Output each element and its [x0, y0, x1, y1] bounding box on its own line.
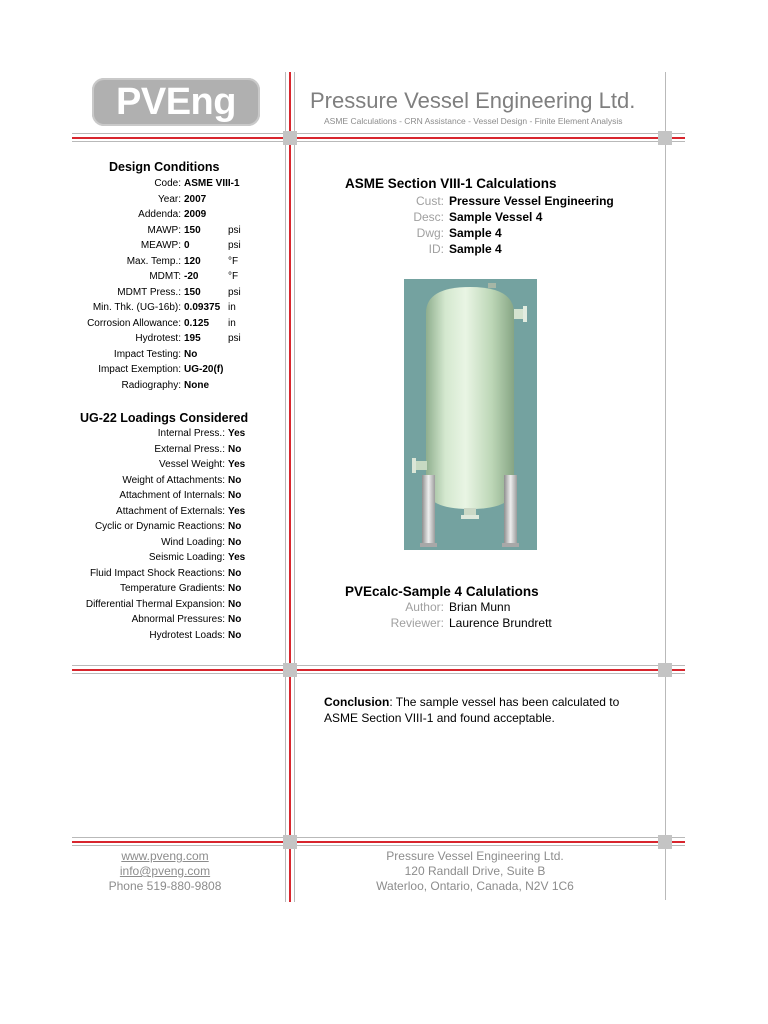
loading-label: Attachment of Internals: [119, 490, 225, 501]
loading-label: Seismic Loading: [148, 552, 225, 563]
meta-label: ID: [428, 242, 444, 256]
design-condition-unit: psi [228, 286, 241, 298]
right-edge-rule [665, 72, 666, 900]
design-condition-value: 195 [184, 333, 201, 344]
design-condition-label: Addenda: [138, 209, 181, 220]
loading-value: No [228, 629, 242, 641]
loading-value: No [228, 536, 242, 548]
footer-address-line2: Waterloo, Ontario, Canada, N2V 1C6 [376, 879, 574, 893]
loading-value: No [228, 521, 242, 532]
design-condition-row [0, 380, 285, 395]
design-condition-value: 150 [184, 286, 201, 298]
meta-label: Dwg: [416, 226, 444, 240]
meta-label: Desc: [413, 210, 444, 224]
pveng-logo [92, 78, 260, 126]
design-condition-row [0, 271, 285, 286]
design-condition-value: No [184, 348, 198, 360]
conclusion-text: : The sample vessel has been calculated to ASME Section VIII-1 and found acceptable. [324, 695, 620, 725]
company-name: Pressure Vessel Engineering Ltd. [310, 88, 636, 113]
mid-rule-gray-2 [72, 673, 685, 674]
loading-value: No [228, 490, 242, 501]
design-condition-unit: psi [228, 224, 241, 236]
mid-rule-red [72, 669, 685, 671]
design-condition-unit: in [228, 302, 236, 313]
grid-node [283, 835, 297, 849]
design-condition-label: Year: [158, 193, 181, 205]
grid-node [658, 131, 672, 145]
top-rule-gray-2 [72, 141, 685, 142]
design-condition-row [0, 349, 285, 364]
loading-label: Vessel Weight: [159, 459, 225, 470]
loading-row [0, 428, 285, 443]
loading-row [0, 475, 285, 490]
loading-value: Yes [228, 505, 246, 517]
reviewer-label: Reviewer: [390, 616, 444, 630]
design-condition-value: 120 [184, 255, 201, 267]
footer-address-line1: 120 Randall Drive, Suite B [404, 864, 546, 878]
loading-row [0, 552, 285, 567]
loading-row [0, 444, 285, 459]
design-condition-value: 2009 [184, 209, 207, 220]
footer-company: Pressure Vessel Engineering Ltd. [386, 849, 564, 863]
design-condition-value: None [184, 379, 209, 391]
design-condition-value: 150 [184, 224, 201, 236]
design-condition-label: Radiography: [121, 379, 181, 391]
loading-row [0, 537, 285, 552]
design-conditions-title: Design Conditions [109, 160, 220, 174]
design-condition-unit: °F [228, 271, 239, 282]
design-condition-value: 0.09375 [184, 302, 221, 313]
bottom-rule-red [72, 841, 685, 843]
loading-label: Cyclic or Dynamic Reactions: [94, 521, 225, 532]
company-tagline: ASME Calculations - CRN Assistance - Vessel Design - Finite Element Analysis [324, 116, 623, 126]
design-condition-label: Corrosion Allowance: [87, 317, 181, 329]
phone-text: Phone 519-880-9808 [108, 879, 222, 893]
loading-row [0, 506, 285, 521]
meta-value: Sample 4 [449, 226, 502, 240]
loading-value: No [228, 598, 242, 610]
design-condition-row [0, 333, 285, 348]
loading-row [0, 521, 285, 536]
design-condition-value: 0.125 [184, 317, 210, 329]
grid-node [658, 835, 672, 849]
loading-value: No [228, 443, 242, 455]
logo-text: PVEng [116, 81, 236, 123]
author-value: Brian Munn [449, 600, 511, 614]
design-condition-unit: in [228, 317, 236, 329]
design-condition-row [0, 364, 285, 379]
design-condition-label: Min. Thk. (UG-16b): [92, 302, 181, 313]
footer-address [350, 849, 600, 894]
design-condition-unit: psi [228, 333, 241, 344]
design-condition-row [0, 287, 285, 302]
design-condition-value: 2007 [184, 193, 207, 205]
design-condition-value: -20 [184, 271, 199, 282]
loading-label: External Press.: [154, 443, 225, 455]
footer-contact [98, 849, 232, 894]
email-link[interactable]: info@pveng.com [119, 864, 211, 878]
loading-label: Weight of Attachments: [122, 474, 225, 486]
meta-row [0, 210, 640, 226]
design-condition-unit: psi [228, 240, 241, 251]
design-condition-row [0, 302, 285, 317]
loading-label: Internal Press.: [157, 428, 225, 439]
top-rule-red [72, 137, 685, 139]
loading-value: No [228, 583, 242, 594]
grid-node [283, 663, 297, 677]
author-row [0, 600, 640, 616]
grid-node [658, 663, 672, 677]
design-condition-label: Impact Exemption: [98, 364, 181, 375]
report-title: PVEcalc-Sample 4 Calulations [345, 584, 539, 599]
conclusion-label: Conclusion [324, 695, 390, 709]
design-condition-label: Code: [154, 178, 181, 189]
loading-value: Yes [228, 459, 246, 470]
design-condition-row [0, 178, 285, 193]
loading-row [0, 568, 285, 583]
loadings-title: UG-22 Loadings Considered [80, 411, 249, 425]
loading-label: Temperature Gradients: [119, 583, 225, 594]
design-condition-value: ASME VIII-1 [184, 178, 240, 189]
loading-label: Hydrotest Loads: [149, 629, 225, 641]
design-condition-value: 0 [184, 240, 190, 251]
design-condition-label: MEAWP: [140, 240, 181, 251]
loading-value: Yes [228, 428, 246, 439]
loading-row [0, 490, 285, 505]
bottom-rule-gray-2 [72, 845, 685, 846]
bottom-rule-gray [72, 837, 685, 838]
loading-label: Abnormal Pressures: [131, 614, 225, 625]
loading-value: No [228, 567, 242, 579]
reviewer-row [0, 616, 640, 632]
loading-label: Wind Loading: [161, 536, 225, 548]
author-label: Author: [405, 600, 444, 614]
design-condition-label: Impact Testing: [113, 348, 181, 360]
meta-row [0, 226, 640, 242]
calculations-title: ASME Section VIII-1 Calculations [345, 176, 557, 191]
meta-row [0, 242, 640, 258]
meta-value: Sample 4 [449, 242, 502, 256]
loading-label: Attachment of Externals: [116, 505, 225, 517]
loading-value: No [228, 614, 242, 625]
vessel-image [404, 279, 537, 550]
design-condition-label: MAWP: [147, 224, 181, 236]
design-condition-label: MDMT: [149, 271, 181, 282]
reviewer-value: Laurence Brundrett [449, 616, 552, 630]
design-condition-label: Max. Temp.: [126, 255, 181, 267]
conclusion [324, 694, 644, 726]
website-link[interactable]: www.pveng.com [121, 849, 209, 863]
loading-row [0, 583, 285, 598]
design-condition-unit: °F [228, 255, 239, 267]
design-condition-value: UG-20(f) [184, 364, 224, 375]
loading-value: No [228, 474, 242, 486]
design-condition-row [0, 318, 285, 333]
mid-rule-gray [72, 665, 685, 666]
design-condition-label: MDMT Press.: [117, 286, 181, 298]
loading-label: Differential Thermal Expansion: [85, 598, 225, 610]
meta-label: Cust: [415, 194, 444, 208]
loading-value: Yes [228, 552, 246, 563]
meta-value: Sample Vessel 4 [449, 210, 543, 224]
top-rule-gray [72, 133, 685, 134]
design-condition-label: Hydrotest: [135, 333, 181, 344]
meta-row [0, 194, 640, 210]
grid-node [283, 131, 297, 145]
loading-label: Fluid Impact Shock Reactions: [89, 567, 225, 579]
loading-row [0, 459, 285, 474]
meta-value: Pressure Vessel Engineering [449, 194, 614, 208]
